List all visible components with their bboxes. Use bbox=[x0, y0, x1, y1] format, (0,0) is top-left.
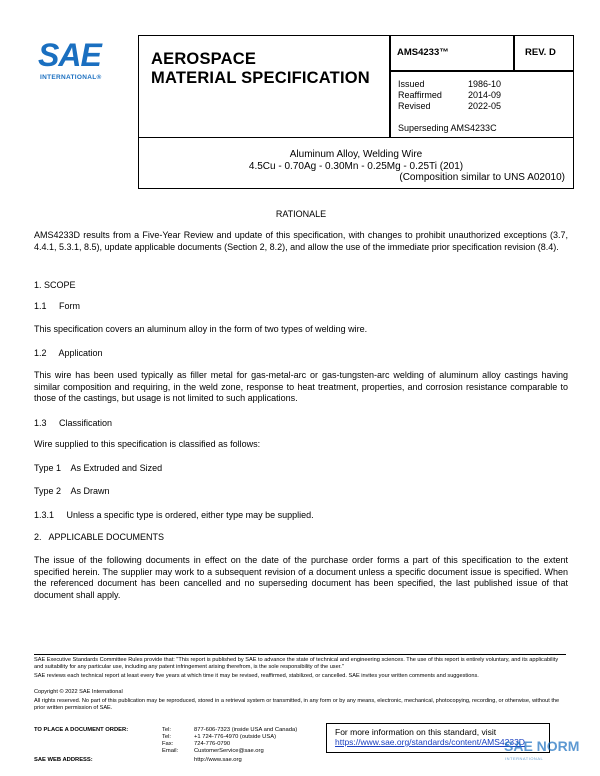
sae-logo: SAE bbox=[38, 37, 101, 73]
watermark-sub: INTERNATIONAL bbox=[505, 756, 544, 761]
subject-box: Aluminum Alloy, Welding Wire 4.5Cu - 0.70Ag - 0.30Mn - 0.25Mg - 0.25Ti (201) (Composition similar to UNS A02010) bbox=[138, 137, 574, 189]
section-form: 1.1 Form bbox=[34, 301, 81, 311]
rationale-text: AMS4233D results from a Five-Year Review and update of this specification, with changes to prohibit unauthorized exceptions (3.7, 4.4.1, 5.3.1, 8.5), update applicable documents (Section 2, 8.2), and allow the use of the immediate prior specification revision (8.4). bbox=[34, 230, 568, 252]
spec-header bbox=[138, 35, 574, 138]
footer-rule bbox=[34, 654, 566, 655]
superseding-note: Superseding AMS4233C bbox=[398, 123, 497, 133]
rationale-heading: RATIONALE bbox=[275, 209, 327, 219]
spec-code: AMS4233™ bbox=[397, 47, 449, 58]
sae-logo-international: INTERNATIONAL® bbox=[40, 74, 102, 81]
classification-text: Wire supplied to this specification is classified as follows: bbox=[34, 439, 261, 449]
revision-label: REV. D bbox=[525, 47, 556, 58]
application-text: This wire has been used typically as filler metal for gas-metal-arc or gas-tungsten-arc welding of aluminum alloy castings having similar composition and requiring, in the weld zone, response to heat treatment, properties, and corrosion resistance comparable to those of the castings, but usage is not limited to such applications. bbox=[34, 370, 568, 403]
type-1: Type 1 As Extruded and Sized bbox=[34, 463, 163, 473]
type-2: Type 2 As Drawn bbox=[34, 486, 110, 496]
section-applicable-documents: 2. APPLICABLE DOCUMENTS bbox=[34, 532, 165, 542]
footer-rights-text: All rights reserved. No part of this publication may be reproduced, stored in a retrieval system or transmitted, in any form or by any means, electronic, mechanical, photocopying, recording, or otherwise, without the prior written permission of SAE. bbox=[34, 698, 560, 711]
form-text: This specification covers an aluminum alloy in the form of two types of welding wire. bbox=[34, 324, 368, 334]
footer-rules-text: SAE Executive Standards Committee Rules provide that: "This report is published by SAE to advance the state of technical and engineering sciences. The use of this report is entirely voluntary, and its applicability and suitability for any particular use, including any patent infringement arising therefrom, is the sole responsibility of the user." bbox=[34, 657, 559, 670]
section-application: 1.2 Application bbox=[34, 348, 103, 358]
watermark-logo: SAE NORM bbox=[504, 738, 580, 754]
document-type-title: AEROSPACE MATERIAL SPECIFICATION bbox=[151, 50, 370, 87]
more-info-box: For more information on this standard, visit https://www.sae.org/standards/content/AMS4233D bbox=[326, 723, 550, 753]
section-1-3-1: 1.3.1 Unless a specific type is ordered, either type may be supplied. bbox=[34, 510, 314, 520]
footer-copyright: Copyright © 2022 SAE International bbox=[34, 689, 123, 695]
applicable-documents-text: The issue of the following documents in effect on the date of the purchase order forms a part of this specification to the extent specified herein. The supplier may work to a subsequent revision of a document unless a specific document issue is specified. When the referenced document has been cancelled and no superseding document has been specified, the last published issue of that document shall apply. bbox=[34, 555, 568, 600]
section-classification: 1.3 Classification bbox=[34, 418, 113, 428]
footer-review-text: SAE reviews each technical report at least every five years at which time it may be revised, reaffirmed, stabilized, or cancelled. SAE invites your written comments and suggestions. bbox=[34, 673, 479, 679]
revision-dates: Issued 1986-10 Reaffirmed 2014-09 Revised 2022-05 bbox=[398, 79, 502, 111]
section-scope: 1. SCOPE bbox=[34, 280, 76, 290]
sae-web-link[interactable]: http://www.sae.org bbox=[194, 757, 242, 763]
standard-link[interactable]: https://www.sae.org/standards/content/AMS4233D bbox=[335, 737, 525, 747]
